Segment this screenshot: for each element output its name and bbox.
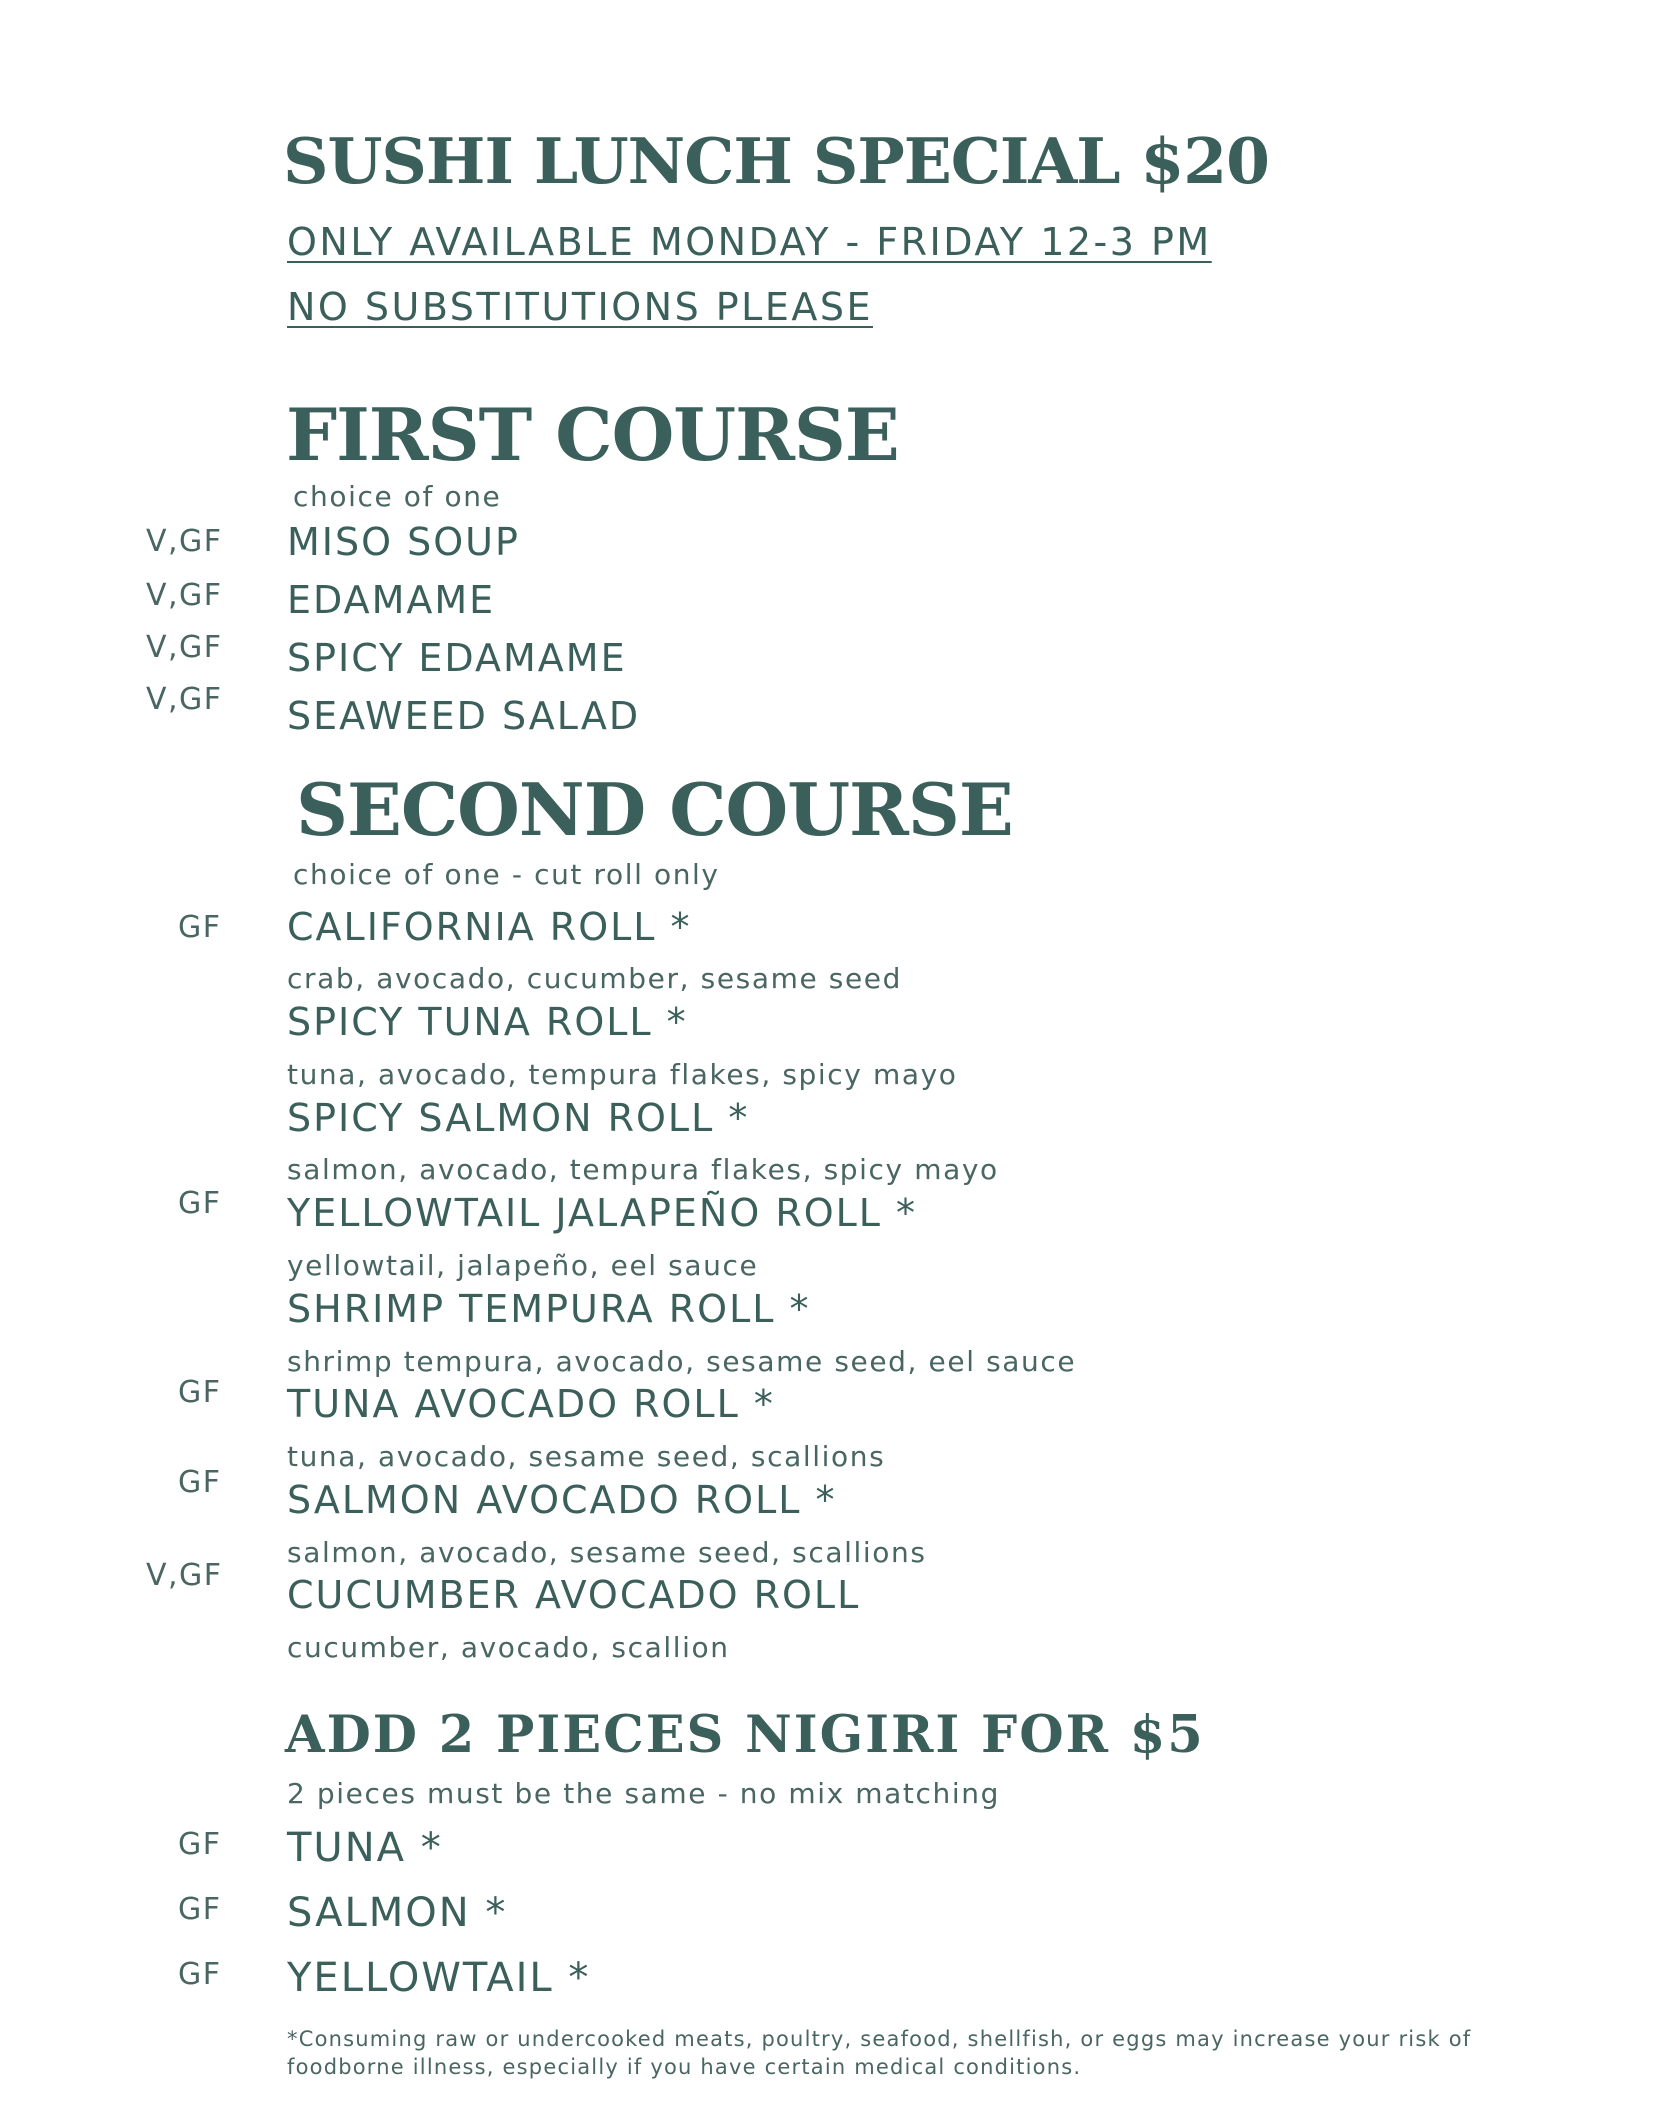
- menu-item: SALMON AVOCADO ROLL *: [287, 1478, 837, 1522]
- first-course-note: choice of one: [293, 480, 502, 513]
- substitution-notice: NO SUBSTITUTIONS PLEASE: [287, 285, 873, 329]
- menu-item-description: tuna, avocado, tempura flakes, spicy mayo: [287, 1058, 958, 1091]
- diet-tag: GF: [178, 1375, 222, 1410]
- health-disclaimer: [287, 2025, 1471, 2081]
- menu-item: EDAMAME: [287, 578, 496, 622]
- menu-item-description: salmon, avocado, tempura flakes, spicy mayo: [287, 1153, 999, 1186]
- first-course-heading: FIRST COURSE: [286, 392, 899, 477]
- nigiri-heading: ADD 2 PIECES NIGIRI FOR $5: [285, 1705, 1205, 1765]
- menu-item-description: tuna, avocado, sesame seed, scallions: [287, 1440, 886, 1473]
- diet-tag: V,GF: [146, 524, 223, 559]
- diet-tag: V,GF: [146, 682, 223, 717]
- menu-item: SPICY TUNA ROLL *: [287, 1000, 688, 1044]
- menu-item: MISO SOUP: [287, 520, 520, 564]
- page-title: SUSHI LUNCH SPECIAL $20: [283, 124, 1269, 198]
- menu-item: SEAWEED SALAD: [287, 694, 641, 738]
- diet-tag: GF: [178, 1957, 222, 1992]
- menu-item: SPICY EDAMAME: [287, 636, 627, 680]
- diet-tag: V,GF: [146, 578, 223, 613]
- menu-item: YELLOWTAIL JALAPEÑO ROLL *: [287, 1191, 918, 1235]
- menu-item-description: yellowtail, jalapeño, eel sauce: [287, 1249, 759, 1282]
- menu-item: SHRIMP TEMPURA ROLL *: [287, 1287, 811, 1331]
- disclaimer-line: foodborne illness, especially if you have certain medical conditions.: [287, 2055, 1082, 2079]
- diet-tag: GF: [178, 1186, 222, 1221]
- second-course-note: choice of one - cut roll only: [293, 858, 720, 891]
- diet-tag: GF: [178, 1892, 222, 1927]
- menu-item-description: shrimp tempura, avocado, sesame seed, eel sauce: [287, 1345, 1077, 1378]
- diet-tag: GF: [178, 1465, 222, 1500]
- diet-tag: GF: [178, 1827, 222, 1862]
- diet-tag: V,GF: [146, 630, 223, 665]
- diet-tag: GF: [178, 910, 222, 945]
- nigiri-note: 2 pieces must be the same - no mix matching: [287, 1777, 1000, 1810]
- second-course-heading: SECOND COURSE: [296, 767, 1013, 852]
- menu-item: YELLOWTAIL *: [287, 1955, 591, 2001]
- menu-item: CUCUMBER AVOCADO ROLL: [287, 1573, 861, 1617]
- menu-item: TUNA *: [287, 1825, 443, 1871]
- menu-item: SPICY SALMON ROLL *: [287, 1096, 750, 1140]
- availability-notice: ONLY AVAILABLE MONDAY - FRIDAY 12-3 PM: [287, 220, 1212, 264]
- menu-item: TUNA AVOCADO ROLL *: [287, 1382, 775, 1426]
- menu-item-description: crab, avocado, cucumber, sesame seed: [287, 962, 903, 995]
- disclaimer-line: *Consuming raw or undercooked meats, poultry, seafood, shellfish, or eggs may increase your risk of: [287, 2027, 1472, 2051]
- menu-item-description: cucumber, avocado, scallion: [287, 1631, 730, 1664]
- menu-item: SALMON *: [287, 1890, 508, 1936]
- diet-tag: V,GF: [146, 1558, 223, 1593]
- menu-item: CALIFORNIA ROLL *: [287, 905, 692, 949]
- menu-item-description: salmon, avocado, sesame seed, scallions: [287, 1536, 927, 1569]
